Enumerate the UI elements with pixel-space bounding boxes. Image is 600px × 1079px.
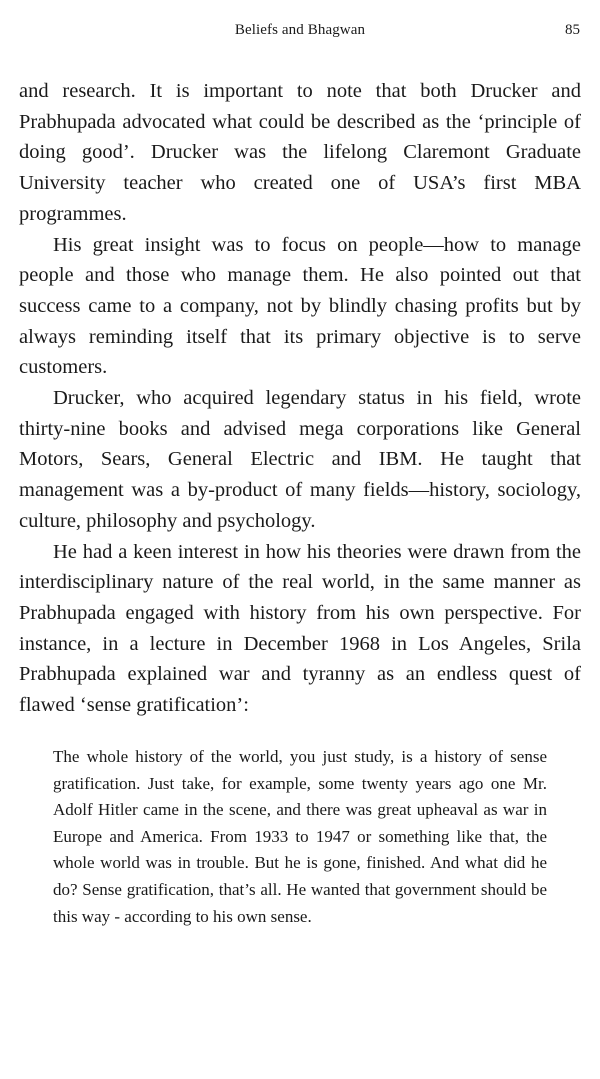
quote-text: The whole history of the world, you just study, is a history of sense gratification. Just take, for example, some twenty years ago one Mr. Adolf Hitler came in the scene, and there was great upheaval as war in Europe and America. From 1933 to 1947 or something like that, the whole world was in trouble. But he is gone, finished. And what did he do? Sense gratification, that’s all. He wanted that government should be this way - according to his own sense.	[53, 747, 547, 926]
running-header	[0, 20, 600, 44]
body-text	[19, 76, 581, 721]
paragraph-3: Drucker, who acquired legendary status in his field, wrote thirty-nine books and advised mega corporations like General Motors, Sears, General Electric and IBM. He taught that management was a by-product of many fields—history, sociology, culture, philosophy and psychology.	[19, 387, 581, 532]
paragraph-4: He had a keen interest in how his theories were drawn from the interdisciplinary nature of the real world, in the same manner as Prabhupada engaged with history from his own perspective. For instance, in a lecture in December 1968 in Los Angeles, Srila Prabhupada explained war and tyranny as an endless quest of flawed ‘sense gratification’:	[19, 540, 581, 717]
page-number: 85	[565, 22, 580, 38]
paragraph-1: and research. It is important to note that both Drucker and Prabhupada advocated what could be described as the ‘principle of doing good’. Drucker was the lifelong Claremont Graduate University teacher who created one of USA’s first MBA programmes.	[19, 80, 581, 225]
running-title: Beliefs and Bhagwan	[234, 22, 366, 38]
block-quote	[53, 744, 547, 930]
paragraph-2: His great insight was to focus on people—how to manage people and those who manage them. He also pointed out that success came to a company, not by blindly chasing profits but by always reminding itself that its primary objective is to serve customers.	[19, 233, 581, 379]
